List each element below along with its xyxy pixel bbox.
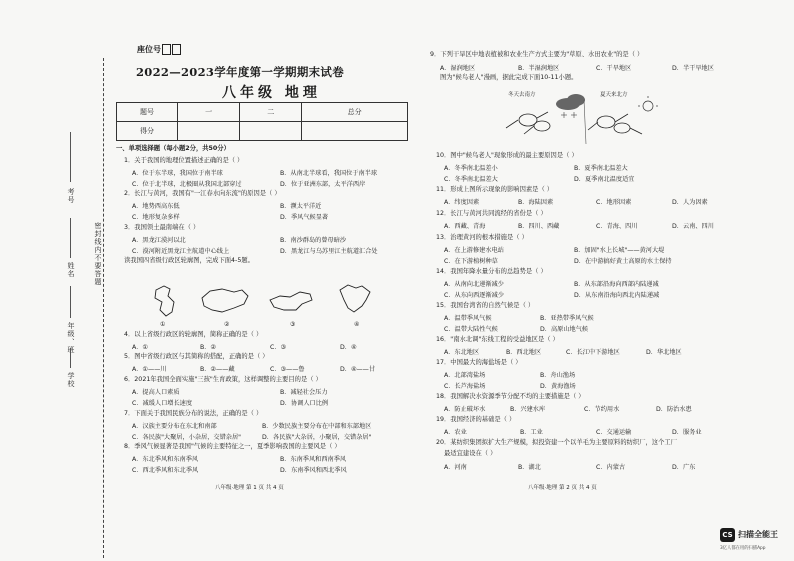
- option-c[interactable]: C．内蒙古: [596, 464, 626, 471]
- option-a[interactable]: A．汉族主要分布在东北和南部: [132, 423, 217, 430]
- option-c[interactable]: C．冬季南北温差大: [444, 176, 498, 183]
- question-stem: 17．中国最大的海盐场是（ ）: [436, 359, 522, 366]
- score-cell[interactable]: [178, 122, 240, 141]
- question-stem: 2．长江与黄河，我国有"一江春水向东流"的原因是（ ）: [124, 190, 281, 197]
- question-stem: 1．关于我国的地理位置描述正确的是（ ）: [124, 157, 244, 164]
- option-a[interactable]: A．西藏、青海: [444, 223, 486, 230]
- exam-title: 2022—2023学年度第一学期期末试卷: [136, 65, 345, 79]
- option-c[interactable]: C．③——鲁: [270, 366, 305, 373]
- option-d[interactable]: D．从东南沿海向西北内陆递减: [574, 292, 660, 299]
- option-c[interactable]: C．漠河附近黑龙江主航道中心线上: [132, 248, 230, 255]
- score-header-cell: 一: [178, 103, 240, 122]
- option-c[interactable]: C．各民族"大聚居，小杂居，交错杂居": [132, 434, 242, 441]
- snowflake-icon: [561, 112, 577, 118]
- option-c[interactable]: C．地形因素: [596, 199, 632, 206]
- option-b[interactable]: B．从南北半球看，我国位于南半球: [280, 170, 378, 177]
- option-c[interactable]: C．西北季风和东北季风: [132, 467, 199, 474]
- score-cell[interactable]: [302, 122, 408, 141]
- option-a[interactable]: A．湿润地区: [440, 65, 476, 72]
- option-c[interactable]: C．地形复杂多样: [132, 214, 180, 221]
- option-a[interactable]: A．防止破坏水: [444, 406, 486, 413]
- option-a[interactable]: A．从南向北递渐减少: [444, 281, 504, 288]
- option-b[interactable]: B．东南季风和西南季风: [280, 456, 347, 463]
- migratory-elders-cartoon: [488, 88, 678, 146]
- option-d[interactable]: D．服务业: [672, 429, 702, 436]
- section-heading: 一、单项选择题（每小题2分，共50分）: [116, 145, 230, 152]
- scanner-tagline: 3亿人都在用的扫描App: [720, 546, 766, 551]
- option-c[interactable]: C．在下游植树种草: [444, 258, 498, 265]
- province-outline-maps: [150, 282, 390, 328]
- option-c[interactable]: C．干旱地区: [596, 65, 632, 72]
- option-d[interactable]: D．季风气候显著: [280, 214, 329, 221]
- option-c[interactable]: C．减缓人口增长速度: [132, 400, 193, 407]
- option-d[interactable]: D．协调人口比例: [280, 400, 329, 407]
- question-stem: 12．长江与黄河共同流经的省份是（ ）: [436, 210, 547, 217]
- seat-number: 座位号: [137, 44, 181, 55]
- cloud-icon: [556, 94, 585, 110]
- option-a[interactable]: A．①: [132, 344, 148, 351]
- question-stem: 15．我国台湾省的自然气候是（ ）: [436, 302, 535, 309]
- option-b[interactable]: B．南沙群岛的曾母暗沙: [280, 237, 347, 244]
- option-a[interactable]: A．地势西高东低: [132, 203, 180, 210]
- question-stem: 6．2021年我国全面实施"三孩"生育政策，这样调整的主要目的是（ ）: [124, 376, 322, 383]
- cartoon-caption-left: 冬天去南方: [508, 92, 536, 98]
- option-a[interactable]: A．纬度因素: [444, 199, 480, 206]
- province-outline-1: [155, 286, 174, 316]
- question-stem: 8．季风气候显著是我国"气候的主要特征之一，夏季影响我国的主要风是（ ）: [124, 443, 341, 450]
- question-stem-cont: 最适宜建设在（ ）: [444, 450, 497, 457]
- option-a[interactable]: A．位于东半球，我国位于南半球: [132, 170, 223, 177]
- option-d[interactable]: D．高原山地气候: [540, 326, 589, 333]
- option-a[interactable]: A．提高人口素质: [132, 389, 180, 396]
- cartoon-intro: 图为"候鸟老人"漫画，据此完成下面10-11小题。: [440, 74, 578, 81]
- question-stem: 18．我国解决水资源季节分配不均的主要措施是（ ）: [436, 393, 585, 400]
- option-a[interactable]: A．冬季南北温差小: [444, 165, 498, 172]
- page-footer-right: 八年级·地理 第 2 页 共 4 页: [528, 485, 597, 491]
- fold-dashed-line: [103, 58, 104, 558]
- option-c[interactable]: C．位于北半球，北极圈从我国北部穿过: [132, 181, 242, 188]
- option-b[interactable]: B．从东部沿海向西部内陆递减: [574, 281, 659, 288]
- option-a[interactable]: A．北部湾盐场: [444, 372, 486, 379]
- option-a[interactable]: A．东北地区: [444, 349, 480, 356]
- sun-icon: [638, 96, 658, 111]
- option-d[interactable]: D．④——甘: [340, 366, 376, 373]
- cartoon-caption-right: 夏天来北方: [600, 92, 628, 98]
- option-d[interactable]: D．广东: [672, 464, 696, 471]
- option-b[interactable]: B．②——藏: [200, 366, 235, 373]
- question-stem: 9．下列干旱区中地表植被和农业生产方式主要为"草原、水田农业"的是（ ）: [430, 51, 644, 58]
- question-stem: 14．我国年降水量分布的总趋势是（ ）: [436, 268, 547, 275]
- score-label-cell: 得分: [117, 122, 178, 141]
- option-b[interactable]: B．夏季南北温差大: [574, 165, 628, 172]
- school-label: 学校: [67, 372, 75, 388]
- option-b[interactable]: B．加固"水上长城"——黄河大堤: [574, 247, 665, 254]
- class-label: 年级、班: [67, 322, 75, 354]
- map-label-3: ③: [290, 321, 296, 328]
- option-d[interactable]: D．位于亚洲东部，太平洋西岸: [280, 181, 366, 188]
- class-blank: [70, 286, 71, 318]
- question-stem: 13．治理黄河的根本措施是（ ）: [436, 234, 528, 241]
- question-stem: 10．图中"候鸟老人"现象形成的最主要原因是（ ）: [436, 152, 578, 159]
- option-b[interactable]: B．濒太平洋近: [280, 203, 322, 210]
- option-d[interactable]: D．夏季南北温度适宜: [574, 176, 635, 183]
- option-b[interactable]: B．兴建水库: [510, 406, 546, 413]
- school-blank: [70, 348, 71, 368]
- camscanner-logo-icon: CS: [720, 528, 735, 542]
- question-stem: 7．下面关于我国民族分布的说法，正确的是（ ）: [124, 410, 263, 417]
- map-label-2: ②: [224, 321, 230, 328]
- exam-no-blank: [70, 132, 71, 182]
- option-b[interactable]: B．西北地区: [506, 349, 542, 356]
- option-c[interactable]: C．交通运输: [596, 429, 632, 436]
- option-b[interactable]: B．半湿润地区: [518, 65, 560, 72]
- option-b[interactable]: B．四川、西藏: [518, 223, 560, 230]
- question-stem: 5．图中省级行政区与其简称的搭配，正确的是（ ）: [124, 353, 269, 360]
- map-label-1: ①: [160, 321, 166, 328]
- option-c[interactable]: C．长江中下游地区: [566, 349, 620, 356]
- option-c[interactable]: C．长芦海盐场: [444, 383, 486, 390]
- score-header-cell: 总分: [302, 103, 408, 122]
- option-a[interactable]: A．东北季风和东南季风: [132, 456, 199, 463]
- score-cell[interactable]: [240, 122, 302, 141]
- option-a[interactable]: A．黑龙江漠河以北: [132, 237, 186, 244]
- option-d[interactable]: D．东南季风和西北季风: [280, 467, 347, 474]
- seal-line-text: 密封线内不要答题: [94, 222, 102, 286]
- province-outline-2: [202, 289, 248, 312]
- option-b[interactable]: B．②: [200, 344, 216, 351]
- option-b[interactable]: B．亚热带季风气候: [540, 315, 594, 322]
- option-c[interactable]: C．青海、四川: [596, 223, 638, 230]
- score-header-cell: 二: [240, 103, 302, 122]
- name-label: 姓名: [67, 262, 75, 278]
- option-b[interactable]: B．湖北: [518, 464, 541, 471]
- option-d[interactable]: D．防治水患: [656, 406, 692, 413]
- option-b[interactable]: B．减轻社会压力: [280, 389, 328, 396]
- option-a[interactable]: A．在上游修建水电站: [444, 247, 504, 254]
- option-c[interactable]: C．从东向西逐渐减少: [444, 292, 505, 299]
- option-a[interactable]: A．河南: [444, 464, 467, 471]
- score-table: [116, 102, 408, 141]
- question-stem: 4．以上省级行政区的轮廓图，简称正确的是（ ）: [124, 331, 263, 338]
- question-stem: 11．形成上图所示现象的影响因素是（ ）: [436, 186, 554, 193]
- option-b[interactable]: B．舟山渔场: [540, 372, 576, 379]
- option-d[interactable]: D．在中游搞好黄土高原的水土保持: [574, 258, 672, 265]
- map-label-4: ④: [354, 321, 360, 328]
- score-header-cell: 题号: [117, 103, 178, 122]
- map-intro: 读我国四省级行政区轮廓图，完成下面4-5题。: [124, 257, 254, 264]
- exam-no-label: 考号: [67, 188, 75, 204]
- province-outline-3: [270, 292, 312, 310]
- option-a[interactable]: A．温带季风气候: [444, 315, 492, 322]
- option-c[interactable]: C．节约用水: [584, 406, 620, 413]
- option-b[interactable]: B．工业: [520, 429, 543, 436]
- question-stem: 3．我国领土最南端在（ ）: [124, 224, 200, 231]
- cartoon-divider: [584, 100, 586, 144]
- option-c[interactable]: C．温带大陆性气候: [444, 326, 498, 333]
- option-d[interactable]: D．黄海渔场: [540, 383, 576, 390]
- option-a[interactable]: A．①——川: [132, 366, 167, 373]
- page-footer-left: 八年级·地理 第 1 页 共 4 页: [215, 485, 284, 491]
- name-blank: [70, 218, 71, 258]
- option-d[interactable]: D．半干旱地区: [672, 65, 714, 72]
- option-d[interactable]: D．人为因素: [672, 199, 708, 206]
- option-a[interactable]: A．农业: [444, 429, 467, 436]
- option-c[interactable]: C．③: [270, 344, 287, 351]
- option-d[interactable]: D．各民族"大杂居，小聚居，交错杂居": [262, 434, 372, 441]
- question-stem: 16．"南水北调"东线工程的受益地区是（ ）: [436, 336, 559, 343]
- question-stem: 20．某纺织集团拟扩大生产规模，拟投资建一个以羊毛为主要原料的纺织厂，这个工厂: [436, 439, 677, 446]
- province-outline-4: [340, 285, 370, 312]
- option-d[interactable]: D．黑龙江与乌苏里江主航道汇合处: [280, 248, 378, 255]
- option-b[interactable]: B．少数民族主要分布在中部和东部地区: [262, 423, 372, 430]
- exam-subtitle: 八年级 地理: [222, 85, 321, 101]
- scanner-app-name: 扫描全能王: [738, 530, 778, 539]
- option-d[interactable]: D．④: [340, 344, 357, 351]
- option-d[interactable]: D．云南、四川: [672, 223, 714, 230]
- option-b[interactable]: B．海陆因素: [518, 199, 554, 206]
- option-d[interactable]: D．华北地区: [646, 349, 682, 356]
- question-stem: 19．我国经济的基础是（ ）: [436, 416, 516, 423]
